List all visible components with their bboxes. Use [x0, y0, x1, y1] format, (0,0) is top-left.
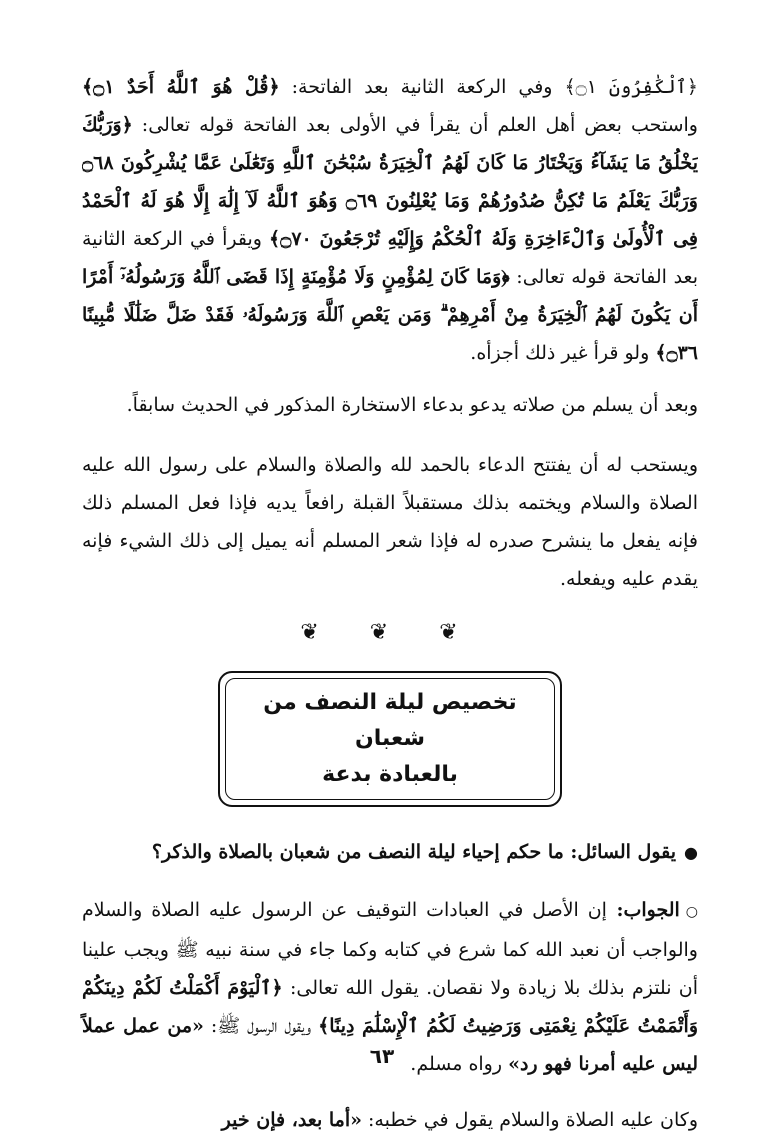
paragraph-khutbah	[82, 1101, 698, 1139]
paragraph-after-salam: وبعد أن يسلم من صلاته يدعو بدعاء الاستخارة المذكور في الحديث سابقاً.	[126, 394, 698, 416]
question-label: يقول السائل:	[563, 841, 677, 863]
text-run: وكان عليه الصلاة والسلام يقول في خطبه:	[361, 1109, 698, 1131]
text-run: إن الأصل في العبادات التوقيف عن الرسول عليه الصلاة والسلام والواجب أن نعبد الله كما شرع في كتابه وكما جاء في سنة نبيه ﷺ ويجب علينا أن نلتزم بذلك بلا زيادة ولا نقصان. يقول الله تعالى:	[82, 899, 699, 999]
quran-verse: ﴿وَرَبُّكَ يَخْلُقُ مَا يَشَآءُ وَيَخْتَارُ مَا كَانَ لَهُمُ ٱلْخِيَرَةُ سُبْحَٰنَ ٱللَّهِ وَتَعَٰلَىٰ عَمَّا يُشْرِكُونَ ۝٦٨ وَرَبُّكَ يَعْلَمُ مَا تُكِنُّ صُدُورُهُمْ وَمَا يُعْلِنُونَ ۝٦٩ وَهُوَ ٱللَّهُ لَآ إِلَٰهَ إِلَّا هُوَ لَهُ ٱلْحَمْدُ فِى ٱلْأُولَىٰ وَٱلْءَاخِرَةِ وَلَهُ ٱلْحُكْمُ وَإِلَيْهِ تُرْجَعُونَ ۝٧٠﴾	[82, 114, 698, 250]
question-text: ما حكم إحياء ليلة النصف من شعبان بالصلاة والذكر؟	[151, 841, 564, 863]
section-title-frame	[218, 671, 562, 807]
answer-label: الجواب:	[606, 899, 680, 921]
quran-verse: ﴿ٱلْيَوْمَ أَكْمَلْتُ لَكُمْ دِينَكُمْ وَأَتْمَمْتُ عَلَيْكُمْ نِعْمَتِى وَرَضِيتُ لَكُمُ ٱلْإِسْلَٰمَ دِينًا﴾	[82, 977, 698, 1037]
text-run: واستحب بعض أهل العلم أن يقرأ في الأولى بعد الفاتحة قوله تعالى:	[132, 114, 698, 136]
text-run: ولو قرأ غير ذلك أجزأه.	[470, 342, 656, 364]
hadith-quote: «أما بعد، فإن خير	[221, 1109, 362, 1131]
page-number: ٦٣	[369, 1044, 395, 1068]
text-run: ويقرأ في الركعة الثانية بعد الفاتحة قوله تعالى:	[82, 228, 698, 288]
question	[82, 833, 698, 872]
bullet-icon: ●	[684, 843, 698, 862]
section-title-line: بالعبادة بدعة	[322, 762, 458, 787]
text-run: رواه مسلم.	[410, 1053, 509, 1075]
section-title	[225, 678, 555, 800]
text-run: ويقول الرسول ﷺ:	[203, 1015, 319, 1037]
quran-verse: ﴿قُلْ هُوَ ٱللَّهُ أَحَدٌ ۝١﴾	[82, 76, 280, 98]
text-run: ﴿ٱلْكَٰفِرُونَ ۝١﴾ وفي الركعة الثانية بعد الفاتحة:	[279, 76, 698, 98]
paragraph-dua-etiquette: ويستحب له أن يفتتح الدعاء بالحمد لله والصلاة والسلام على رسول الله عليه الصلاة والسلام ويختمه بذلك مستقبلاً القبلة رافعاً يديه فإذا فعل المسلم ذلك فإنه يفعل ما ينشرح صدره له فإذا شعر المسلم أنه يميل إلى ذلك الشيء فإنه يقدم عليه ويفعله.	[82, 454, 698, 590]
paragraph-istikhara-rakah	[82, 68, 698, 366]
hadith-quote: «من عمل عملاً ليس عليه أمرنا فهو رد»	[82, 1015, 698, 1075]
section-title-line: تخصيص ليلة النصف من شعبان	[263, 690, 517, 751]
ornament-divider-icon: ❦ ❦ ❦	[300, 620, 480, 645]
circle-marker-icon: ○	[685, 904, 698, 920]
quran-verse: ﴿وَمَا كَانَ لِمُؤْمِنٍ وَلَا مُؤْمِنَةٍ إِذَا قَضَى ٱللَّهُ وَرَسُولُهُۥٓ أَمْرًا أَن يَكُونَ لَهُمُ ٱلْخِيَرَةُ مِنْ أَمْرِهِمْ ۗ وَمَن يَعْصِ ٱللَّهَ وَرَسُولَهُۥ فَقَدْ ضَلَّ ضَلَٰلًا مُّبِينًا ۝٣٦﴾	[82, 266, 698, 364]
